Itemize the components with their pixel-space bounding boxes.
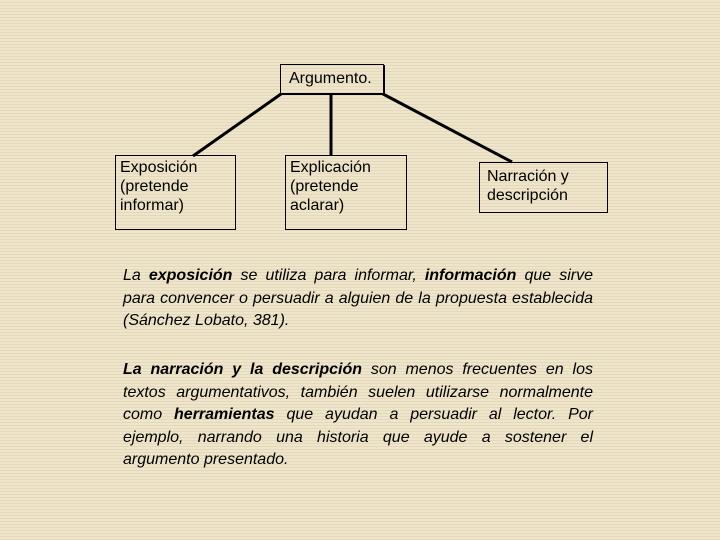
node-exposicion-line-3: informar) [120, 197, 185, 214]
node-narracion-descripcion [479, 162, 608, 213]
root-node-argumento [280, 64, 384, 94]
p1-bold-exposicion: exposición [148, 267, 233, 284]
node-explicacion-line-1: Explicación [290, 159, 371, 176]
connector-root-exposicion [193, 94, 281, 156]
p1-bold-informacion: información [424, 267, 517, 284]
p1-text-2: se utiliza para informar, [232, 267, 425, 284]
paragraph-narracion [123, 359, 593, 472]
node-exposicion [115, 155, 236, 230]
p2-text-1: son menos frecuentes en los textos argumentativos, también suelen utilizarse normalmente como [123, 361, 593, 423]
connector-root-narracion [383, 94, 512, 162]
p2-bold-narracion: La narración y la descripción [123, 361, 362, 378]
p1-text-1: La [123, 267, 149, 284]
node-explicacion-line-2: (pretende [290, 178, 359, 195]
node-exposicion-line-2: (pretende [120, 178, 189, 195]
node-explicacion-line-3: aclarar) [290, 197, 345, 214]
node-narracion-line-1: Narración y [487, 168, 569, 185]
node-narracion-line-2: descripción [487, 187, 568, 204]
node-explicacion [285, 155, 407, 230]
paragraph-exposicion [123, 265, 593, 333]
p2-text-2: que ayudan a persuadir al lector. Por ejemplo, narrando una historia que ayude a sostener el argumento presentado. [123, 406, 593, 468]
root-node-label: Argumento. [289, 70, 372, 87]
p2-bold-herramientas: herramientas [174, 406, 275, 423]
p1-text-3: que sirve para convencer o persuadir a alguien de la propuesta establecida (Sánchez Lobato, 381). [123, 267, 593, 329]
node-exposicion-line-1: Exposición [120, 159, 198, 176]
